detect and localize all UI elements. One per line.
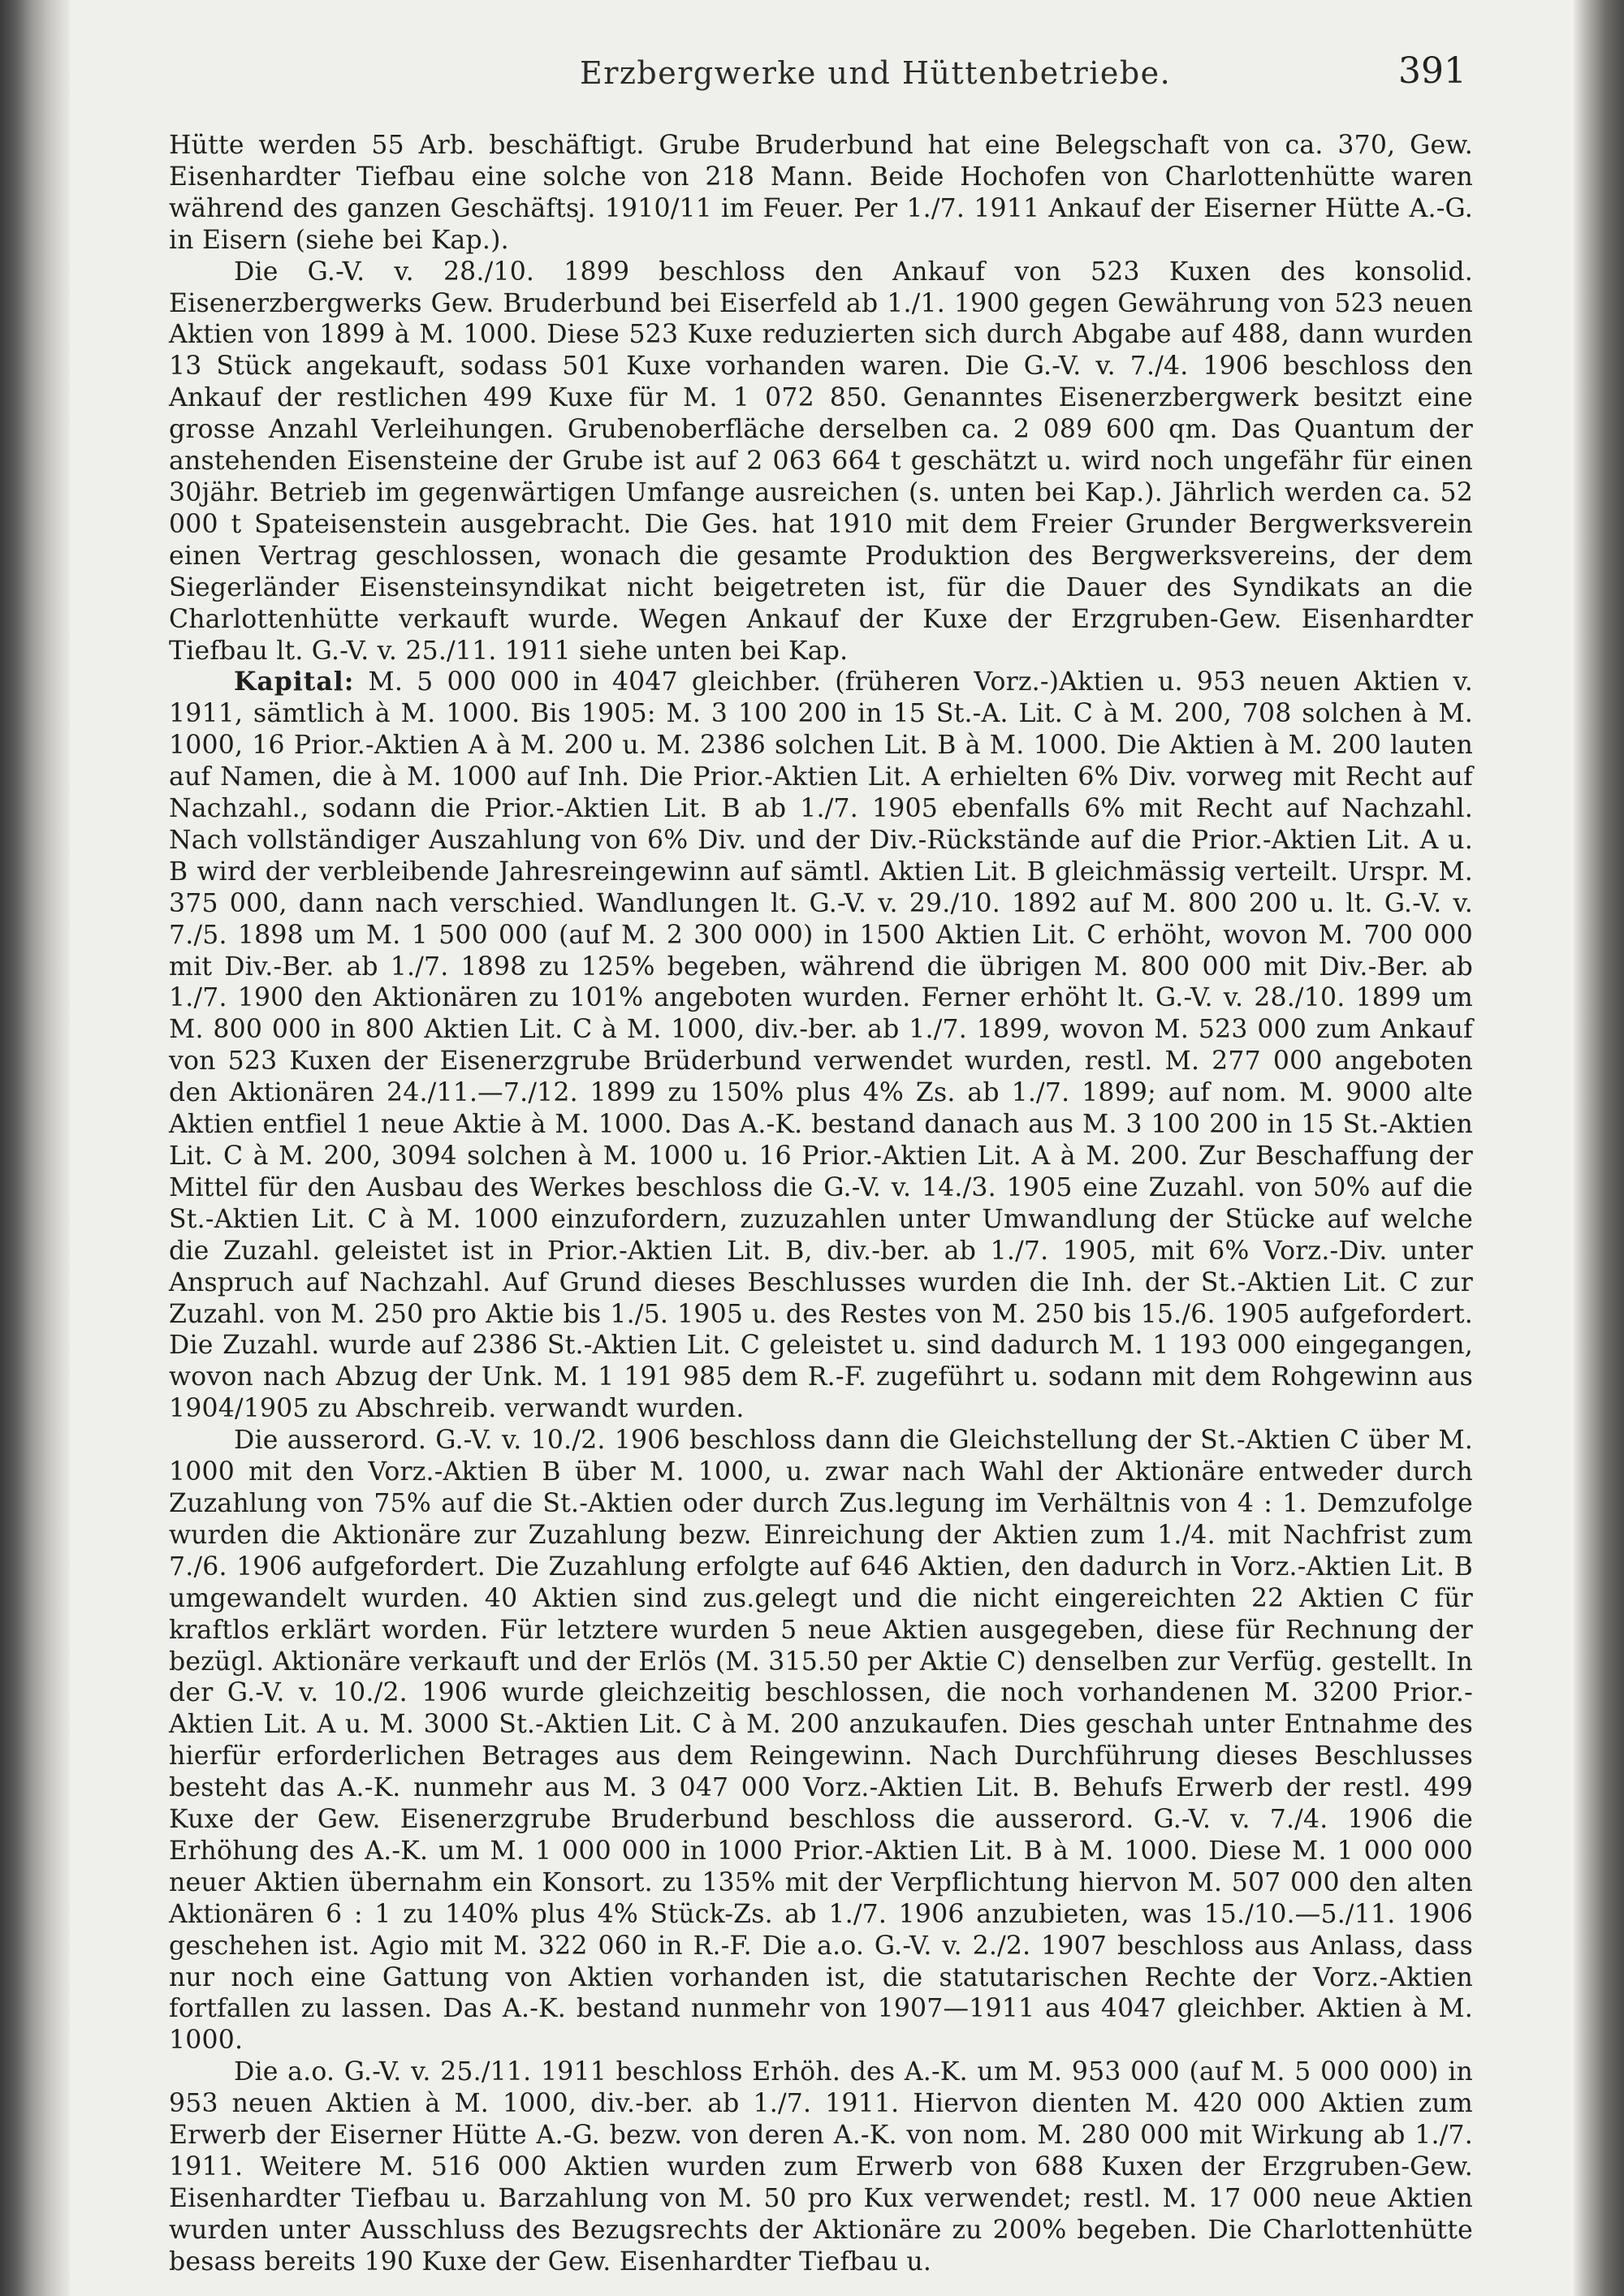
running-header: Erzbergwerke und Hüttenbetriebe. — [580, 55, 1172, 91]
paragraph-kapital — [169, 667, 1473, 1425]
paragraph-1: Hütte werden 55 Arb. beschäftigt. Grube Bruderbund hat eine Belegschaft von ca. 370, Gew. Eisenhardter Tiefbau eine solche von 218 Mann. Beide Hochofen von Charlottenhütte waren während des ganzen Geschäftsj. 1910/11 im Feuer. Per 1./7. 1911 Ankauf der Eiserner Hütte A.-G. in Eisern (siehe bei Kap.). — [169, 131, 1473, 255]
book-edge-right — [1574, 0, 1624, 2296]
paragraph-5: Die a.o. G.-V. v. 25./11. 1911 beschloss Erhöh. des A.-K. um M. 953 000 (auf M. 5 000 000) in 953 neuen Aktien à M. 1000, div.-ber. ab 1./7. 1911. Hiervon dienten M. 420 000 Aktien zum Erwerb der Eiserner Hütte A.-G. bezw. von deren A.-K. von nom. M. 280 000 mit Wirkung ab 1./7. 1911. Weitere M. 516 000 Aktien wurden zum Erwerb von 688 Kuxen der Erzgruben-Gew. Eisenhardter Tiefbau u. Barzahlung von M. 50 pro Kux verwendet; restl. M. 17 000 neue Aktien wurden unter Ausschluss des Bezugsrechts der Aktionäre zu 200% begeben. Die Charlottenhütte besass bereits 190 Kuxe der Gew. Eisenhardter Tiefbau u. — [169, 2057, 1473, 2277]
page-number: 391 — [1398, 50, 1466, 92]
body-text — [169, 130, 1473, 2278]
paragraph-2: Die G.-V. v. 28./10. 1899 beschloss den Ankauf von 523 Kuxen des konsolid. Eisenerzbergwerks Gew. Bruderbund bei Eiserfeld ab 1./1. 1900 gegen Gewährung von 523 neuen Aktien von 1899 à M. 1000. Diese 523 Kuxe reduzierten sich durch Abgabe auf 488, dann wurden 13 Stück angekauft, sodass 501 Kuxe vorhanden waren. Die G.-V. v. 7./4. 1906 beschloss den Ankauf der restlichen 499 Kuxe für M. 1 072 850. Genanntes Eisenerzbergwerk besitzt eine grosse Anzahl Verleihungen. Grubenoberfläche derselben ca. 2 089 600 qm. Das Quantum der anstehenden Eisensteine der Grube ist auf 2 063 664 t geschätzt u. wird noch ungefähr für einen 30jähr. Betrieb im gegenwärtigen Umfange ausreichen (s. unten bei Kap.). Jährlich werden ca. 52 000 t Spateisenstein ausgebracht. Die Ges. hat 1910 mit dem Freier Grunder Bergwerksverein einen Vertrag geschlossen, wonach die gesamte Produktion des Bergwerksvereins, der dem Siegerländer Eisensteinsyndikat nicht beigetreten ist, für die Dauer des Syndikats an die Charlottenhütte verkauft wurde. Wegen Ankauf der Kuxe der Erzgruben-Gew. Eisenhardter Tiefbau lt. G.-V. v. 25./11. 1911 siehe unten bei Kap. — [169, 257, 1473, 666]
kapital-label: Kapital: — [234, 667, 355, 697]
paragraph-4: Die ausserord. G.-V. v. 10./2. 1906 beschloss dann die Gleichstellung der St.-Aktien C über M. 1000 mit den Vorz.-Aktien B über M. 1000, u. zwar nach Wahl der Aktionäre entweder durch Zuzahlung von 75% auf die St.-Aktien oder durch Zus.legung im Verhältnis von 4 : 1. Demzufolge wurden die Aktionäre zur Zuzahlung bezw. Einreichung der Aktien zum 1./4. mit Nachfrist zum 7./6. 1906 aufgefordert. Die Zuzahlung erfolgte auf 646 Aktien, den dadurch in Vorz.-Aktien Lit. B umgewandelt wurden. 40 Aktien sind zus.gelegt und die nicht eingereichten 22 Aktien C für kraftlos erklärt worden. Für letztere wurden 5 neue Aktien ausgegeben, diese für Rechnung der bezügl. Aktionäre verkauft und der Erlös (M. 315.50 per Aktie C) denselben zur Verfüg. gestellt. In der G.-V. v. 10./2. 1906 wurde gleichzeitig beschlossen, die noch vorhandenen M. 3200 Prior.-Aktien Lit. A u. M. 3000 St.-Aktien Lit. C à M. 200 anzukaufen. Dies geschah unter Entnahme des hierfür erforderlichen Betrages aus dem Reingewinn. Nach Durchführung dieses Beschlusses besteht das A.-K. nunmehr aus M. 3 047 000 Vorz.-Aktien Lit. B. Behufs Erwerb der restl. 499 Kuxe der Gew. Eisenerzgrube Bruderbund beschloss die ausserord. G.-V. v. 7./4. 1906 die Erhöhung des A.-K. um M. 1 000 000 in 1000 Prior.-Aktien Lit. B à M. 1000. Diese M. 1 000 000 neuer Aktien übernahm ein Konsort. zu 135% mit der Verpflichtung hiervon M. 507 000 den alten Aktionären 6 : 1 zu 140% plus 4% Stück-Zs. ab 1./7. 1906 anzubieten, was 15./10.—5./11. 1906 geschehen ist. Agio mit M. 322 060 in R.-F. Die a.o. G.-V. v. 2./2. 1907 beschloss aus Anlass, dass nur noch eine Gattung von Aktien vorhanden ist, die statutarischen Rechte der Vorz.-Aktien fortfallen zu lassen. Das A.-K. bestand nunmehr von 1907—1911 aus 4047 gleichber. Aktien à M. 1000. — [169, 1426, 1473, 2056]
kapital-text: M. 5 000 000 in 4047 gleichber. (früheren Vorz.-)Aktien u. 953 neuen Aktien v. 1911, sämtlich à M. 1000. Bis 1905: M. 3 100 200 in 15 St.-A. Lit. C à M. 200, 708 solchen à M. 1000, 16 Prior.-Aktien A à M. 200 u. M. 2386 solchen Lit. B à M. 1000. Die Aktien à M. 200 lauten auf Namen, die à M. 1000 auf Inh. Die Prior.-Aktien Lit. A erhielten 6% Div. vorweg mit Recht auf Nachzahl., sodann die Prior.-Aktien Lit. B ab 1./7. 1905 ebenfalls 6% mit Recht auf Nachzahl. Nach vollständiger Auszahlung von 6% Div. und der Div.-Rückstände auf die Prior.-Aktien Lit. A u. B wird der verbleibende Jahresreingewinn auf sämtl. Aktien Lit. B gleichmässig verteilt. Urspr. M. 375 000, dann nach verschied. Wandlungen lt. G.-V. v. 29./10. 1892 auf M. 800 200 u. lt. G.-V. v. 7./5. 1898 um M. 1 500 000 (auf M. 2 300 000) in 1500 Aktien Lit. C erhöht, wovon M. 700 000 mit Div.-Ber. ab 1./7. 1898 zu 125% begeben, während die übrigen M. 800 000 mit Div.-Ber. ab 1./7. 1900 den Aktionären zu 101% angeboten wurden. Ferner erhöht lt. G.-V. v. 28./10. 1899 um M. 800 000 in 800 Aktien Lit. C à M. 1000, div.-ber. ab 1./7. 1899, wovon M. 523 000 zum Ankauf von 523 Kuxen der Eisenerzgrube Brüderbund verwendet wurden, restl. M. 277 000 angeboten den Aktionären 24./11.—7./12. 1899 zu 150% plus 4% Zs. ab 1./7. 1899; auf nom. M. 9000 alte Aktien entfiel 1 neue Aktie à M. 1000. Das A.-K. bestand danach aus M. 3 100 200 in 15 St.-Aktien Lit. C à M. 200, 3094 solchen à M. 1000 u. 16 Prior.-Aktien Lit. A à M. 200. Zur Beschaffung der Mittel für den Ausbau des Werkes beschloss die G.-V. v. 14./3. 1905 eine Zuzahl. von 50% auf die St.-Aktien Lit. C à M. 1000 einzufordern, zuzuzahlen unter Umwandlung der Stücke auf welche die Zuzahl. geleistet ist in Prior.-Aktien Lit. B, div.-ber. ab 1./7. 1905, mit 6% Vorz.-Div. unter Anspruch auf Nachzahl. Auf Grund dieses Beschlusses wurden die Inh. der St.-Aktien Lit. C zur Zuzahl. von M. 250 pro Aktie bis 1./5. 1905 u. des Restes von M. 250 bis 15./6. 1905 aufgefordert. Die Zuzahl. wurde auf 2386 St.-Aktien Lit. C geleistet u. sind dadurch M. 1 193 000 eingegangen, wovon nach Abzug der Unk. M. 1 191 985 dem R.-F. zugeführt u. sodann mit dem Rohgewinn aus 1904/1905 zu Abschreib. verwandt wurden. — [169, 667, 1473, 1424]
book-spine-left — [0, 0, 70, 2296]
